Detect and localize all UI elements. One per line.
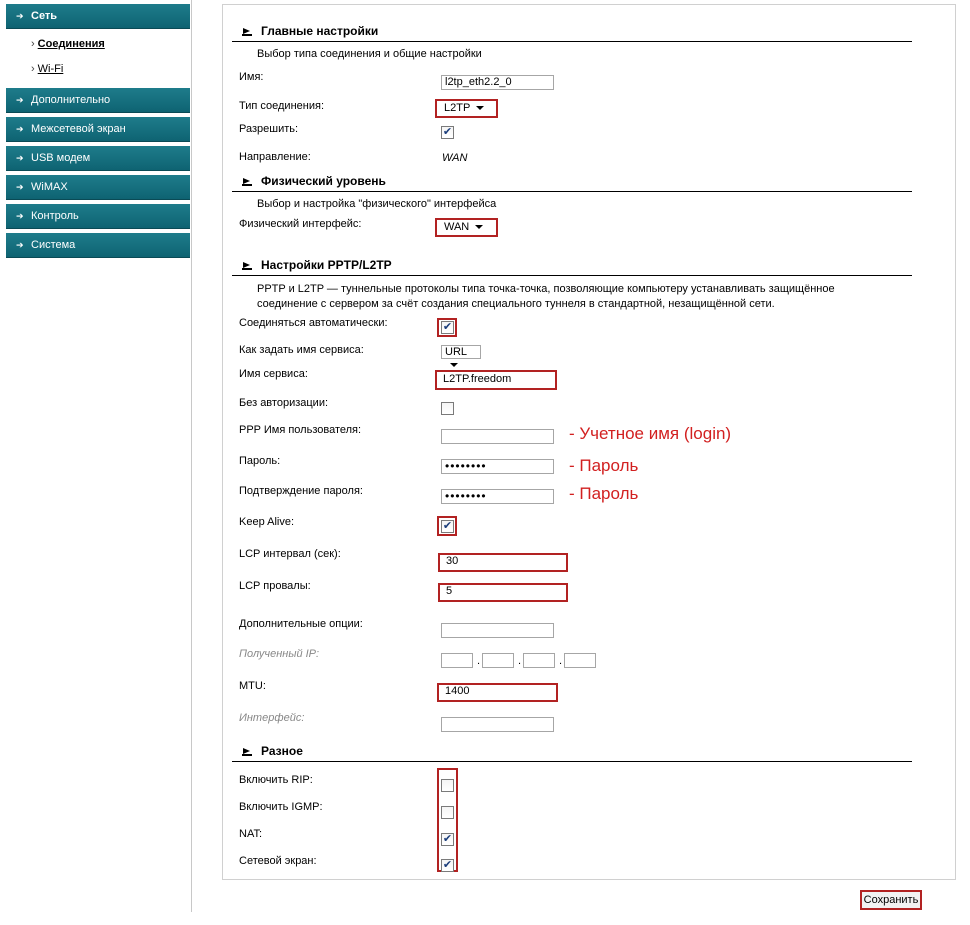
ip-octet-2 (482, 653, 514, 668)
nav-item-network[interactable]: ➔ Сеть (6, 4, 190, 29)
connection-type-select[interactable]: L2TP (444, 101, 484, 116)
direction-value: WAN (442, 152, 468, 164)
arrow-right-icon: ➔ (16, 95, 24, 105)
divider (232, 191, 912, 192)
chevron-down-icon (476, 106, 484, 110)
direction-label: Направление: (239, 151, 311, 163)
section-description: PPTP и L2TP — туннельные протоколы типа точка-точка, позволяющие компьютеру устанавливать защищённое соединение с сервером за счёт создания специального туннеля в стандартной, незащищённой сети. (257, 283, 835, 310)
password-label: Пароль: (239, 455, 281, 467)
ip-octet-4 (564, 653, 596, 668)
confirm-password-input[interactable]: •••••••• (441, 489, 554, 504)
ip-separator: . (518, 655, 522, 667)
igmp-label: Включить IGMP: (239, 801, 323, 813)
lcp-interval-input[interactable]: 30 (443, 555, 563, 570)
name-label: Имя: (239, 71, 264, 83)
interface-label: Интерфейс: (239, 712, 305, 724)
bullet-icon: › (31, 38, 35, 50)
extra-options-label: Дополнительные опции: (239, 618, 363, 630)
section-title-misc: Разное (242, 744, 303, 758)
keepalive-label: Keep Alive: (239, 516, 295, 528)
nav-item-control[interactable]: ➔ Контроль (6, 204, 190, 229)
password-input[interactable]: •••••••• (441, 459, 554, 474)
nat-checkbox[interactable]: ✔ (442, 833, 453, 845)
ip-separator: . (477, 655, 481, 667)
login-note: - Учетное имя (login) (569, 424, 732, 443)
confirm-password-label: Подтверждение пароля: (239, 485, 363, 497)
auto-connect-label: Соединяться автоматически: (239, 317, 388, 329)
rip-checkbox[interactable] (441, 779, 454, 792)
mtu-label: MTU: (239, 680, 266, 692)
extra-options-input[interactable] (441, 623, 554, 638)
password-note: - Пароль (569, 456, 639, 475)
nav-item-firewall[interactable]: ➔ Межсетевой экран (6, 117, 190, 142)
section-title-pptp: Настройки PPTP/L2TP (242, 258, 392, 272)
lcp-fails-input[interactable]: 5 (443, 585, 563, 600)
ip-separator: . (559, 655, 563, 667)
chevron-down-icon (450, 363, 458, 367)
arrow-right-icon: ➔ (16, 124, 24, 134)
service-name-label: Имя сервиса: (239, 368, 308, 380)
connection-type-label: Тип соединения: (239, 100, 324, 112)
arrow-right-icon: ➔ (16, 153, 24, 163)
divider (232, 275, 912, 276)
received-ip-label: Полученный IP: (239, 648, 320, 660)
keepalive-checkbox[interactable]: ✔ (442, 520, 453, 532)
ppp-username-label: PPP Имя пользователя: (239, 424, 362, 436)
service-name-input[interactable]: L2TP.freedom (440, 373, 552, 388)
service-mode-select[interactable]: URL (441, 345, 481, 359)
nav-item-wimax[interactable]: ➔ WiMAX (6, 175, 190, 200)
arrow-right-icon: ➔ (16, 11, 24, 21)
section-description: Выбор типа соединения и общие настройки (257, 48, 482, 60)
lcp-interval-label: LCP интервал (сек): (239, 548, 341, 560)
nav-subitem-wifi[interactable]: › Wi-Fi (31, 63, 64, 75)
nat-label: NAT: (239, 828, 263, 840)
section-title-main: Главные настройки (242, 24, 378, 38)
section-pointer-icon (242, 176, 252, 186)
igmp-checkbox[interactable] (441, 806, 454, 819)
confirm-password-note: - Пароль (569, 484, 639, 503)
no-auth-checkbox[interactable] (441, 402, 454, 415)
no-auth-label: Без авторизации: (239, 397, 329, 409)
enable-checkbox[interactable]: ✔ (442, 126, 453, 138)
section-description: Выбор и настройка "физического" интерфейса (257, 198, 497, 210)
ip-octet-3 (523, 653, 555, 668)
divider (232, 761, 912, 762)
divider (232, 41, 912, 42)
lcp-fails-label: LCP провалы: (239, 580, 311, 592)
nav-item-advanced[interactable]: ➔ Дополнительно (6, 88, 190, 113)
interface-field (441, 717, 554, 732)
firewall-checkbox[interactable]: ✔ (442, 859, 453, 871)
arrow-right-icon: ➔ (16, 211, 24, 221)
nav-item-system[interactable]: ➔ Система (6, 233, 190, 258)
firewall-label: Сетевой экран: (239, 855, 317, 867)
ip-octet-1 (441, 653, 473, 668)
auto-connect-checkbox[interactable]: ✔ (442, 321, 453, 333)
mtu-input[interactable]: 1400 (442, 685, 553, 700)
service-mode-label: Как задать имя сервиса: (239, 344, 364, 356)
section-pointer-icon (242, 260, 252, 270)
rip-label: Включить RIP: (239, 774, 313, 786)
section-pointer-icon (242, 746, 252, 756)
arrow-right-icon: ➔ (16, 182, 24, 192)
ppp-username-input[interactable] (441, 429, 554, 444)
sidebar (0, 0, 192, 912)
bullet-icon: › (31, 63, 35, 75)
section-pointer-icon (242, 26, 252, 36)
arrow-right-icon: ➔ (16, 240, 24, 250)
nav-item-usb-modem[interactable]: ➔ USB модем (6, 146, 190, 171)
save-button[interactable]: Сохранить (860, 890, 922, 910)
nav-subitem-connections[interactable]: › Соединения (31, 38, 105, 50)
chevron-down-icon (475, 225, 483, 229)
name-input[interactable]: l2tp_eth2.2_0 (441, 75, 554, 90)
physical-interface-select[interactable]: WAN (444, 220, 483, 235)
physical-interface-label: Физический интерфейс: (239, 218, 362, 230)
section-title-physical: Физический уровень (242, 174, 386, 188)
enable-label: Разрешить: (239, 123, 299, 135)
